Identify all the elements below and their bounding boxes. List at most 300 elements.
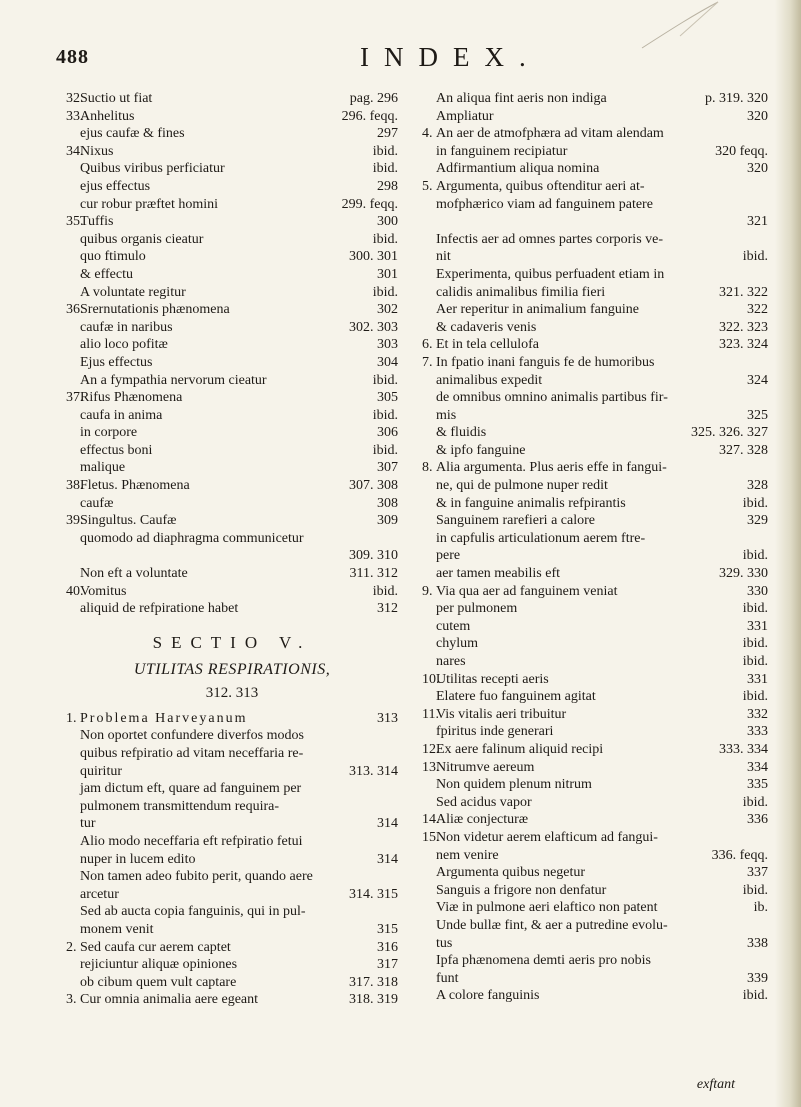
entry-page-ref: 330 — [747, 583, 768, 599]
entry-text: & cadaveris venis — [436, 319, 537, 335]
entry-number: 7. — [422, 354, 433, 370]
entry-text: quomodo ad diaphragma communicetur — [80, 530, 304, 546]
entry-text: chylum — [436, 636, 478, 652]
entry-page-ref: ibid. — [372, 372, 398, 388]
entry-text: nuper in lucem edito — [80, 851, 196, 867]
entry-text: Aer reperitur in animalium fanguine — [436, 302, 639, 318]
entry-number: 1. — [66, 710, 77, 726]
index-entry — [422, 811, 768, 829]
entry-text: malique — [80, 460, 126, 476]
entry-page-ref: 315 — [377, 921, 398, 937]
entry-text: Unde bullæ fint, & aer a putredine evolu- — [436, 917, 668, 933]
entry-text: animalibus expedit — [436, 372, 543, 388]
index-entry — [422, 178, 768, 196]
index-entry — [66, 763, 398, 781]
entry-text: & ipfo fanguine — [436, 442, 526, 458]
index-entry — [66, 886, 398, 904]
index-entry — [66, 530, 398, 548]
entry-text: An a fympathia nervorum cieatur — [80, 372, 267, 388]
entry-page-ref: ibid. — [372, 284, 398, 300]
entry-number: 10. — [422, 671, 440, 687]
index-entry — [422, 530, 768, 548]
entry-text: arcetur — [80, 886, 119, 902]
entry-text: cutem — [436, 618, 471, 634]
entry-page-ref: 296. feqq. — [341, 108, 398, 124]
index-entry — [66, 354, 398, 372]
index-entry — [66, 956, 398, 974]
entry-text: Et in tela cellulofa — [436, 337, 540, 353]
entry-number: 8. — [422, 460, 433, 476]
index-entry — [66, 600, 398, 618]
index-entry — [422, 336, 768, 354]
index-entry — [422, 354, 768, 372]
entry-text: Argumenta quibus negetur — [436, 865, 586, 881]
entry-text: Ampliatur — [436, 108, 494, 124]
entry-text: Non eft a voluntate — [80, 566, 188, 582]
section-pages: 312. 313 — [205, 684, 259, 701]
entry-page-ref: 328 — [747, 478, 768, 494]
entry-text: nares — [436, 654, 466, 669]
entry-text: In fpatio inani fanguis fe de humoribus — [436, 354, 655, 370]
entry-number: 37. — [66, 390, 84, 406]
entry-text: quiritur — [80, 763, 122, 779]
page-edge-shadow — [775, 0, 801, 1107]
entry-text: Viæ in pulmone aeri elaftico non patent — [436, 900, 658, 916]
index-entry — [422, 495, 768, 513]
entry-page-ref: pag. 296 — [349, 91, 398, 106]
entry-page-ref: 316 — [377, 939, 398, 955]
entry-number: 15. — [422, 829, 440, 845]
entry-page-ref: 335 — [747, 777, 768, 793]
entry-number: 40. — [66, 583, 84, 599]
index-entry — [66, 477, 398, 495]
index-entry — [422, 231, 768, 249]
index-entry — [422, 248, 768, 266]
section-heading: SECTIO V. — [152, 632, 312, 652]
entry-page-ref: 323. 324 — [719, 337, 768, 353]
entry-text: Ex aere falinum aliquid recipi — [436, 741, 604, 757]
entry-text: pulmonem transmittendum requira- — [80, 798, 280, 814]
entry-page-ref: 313. 314 — [349, 763, 398, 779]
entry-text: Ejus effectus — [80, 354, 153, 370]
entry-page-ref: 333 — [747, 724, 768, 740]
entry-page-ref: 299. feqq. — [341, 196, 398, 212]
index-entry — [422, 108, 768, 126]
entry-page-ref: 322 — [747, 302, 768, 318]
index-entry — [422, 917, 768, 935]
index-entry — [422, 952, 768, 970]
index-entry — [422, 970, 768, 988]
index-entry — [422, 776, 768, 794]
entry-number: 32. — [66, 91, 84, 106]
index-entry — [422, 706, 768, 724]
entry-text: per pulmonem — [436, 601, 518, 617]
entry-page-ref: 329 — [747, 513, 768, 529]
index-entry — [422, 512, 768, 530]
entry-text: Non videtur aerem elafticum ad fangui- — [436, 829, 658, 845]
entry-text: aliquid de refpiratione habet — [80, 601, 239, 617]
index-entry — [66, 903, 398, 921]
entry-page-ref: 320 feqq. — [715, 143, 768, 159]
index-entry — [422, 864, 768, 882]
entry-page-ref: 327. 328 — [719, 442, 768, 458]
entry-text: Aliæ conjecturæ — [436, 812, 529, 828]
entry-number: 9. — [422, 583, 433, 599]
entry-page-ref: 325 — [747, 407, 768, 423]
entry-page-ref: 314 — [377, 851, 398, 867]
index-entry — [66, 90, 398, 108]
index-entry — [422, 160, 768, 178]
entry-text: Anhelitus — [80, 108, 135, 124]
entry-page-ref: 337 — [747, 865, 768, 881]
index-entry — [422, 723, 768, 741]
index-entry — [66, 125, 398, 143]
index-entry — [66, 336, 398, 354]
entry-text: tur — [80, 816, 96, 832]
running-head: INDEX. — [360, 42, 541, 72]
index-entry — [66, 231, 398, 249]
entry-text: quibus refpiratio ad vitam neceffaria re- — [80, 746, 304, 761]
entry-text: caufæ in naribus — [80, 319, 173, 335]
index-entry — [422, 618, 768, 636]
entry-number: 6. — [422, 337, 433, 353]
index-entry — [66, 974, 398, 992]
entry-number: 3. — [66, 992, 77, 1008]
entry-text: Alio modo neceffaria eft refpiratio fetui — [80, 833, 303, 849]
entry-text: in fanguinem recipiatur — [436, 143, 568, 159]
entry-text: Sed ab aucta copia fanguinis, qui in pul- — [80, 904, 306, 920]
entry-text: caufæ — [80, 495, 114, 511]
index-entry — [422, 688, 768, 706]
entry-number: 39. — [66, 513, 84, 529]
index-entry — [66, 372, 398, 390]
entry-page-ref: 301 — [377, 266, 398, 282]
entry-text: Adfirmantium aliqua nomina — [436, 161, 600, 177]
index-entry — [66, 301, 398, 319]
entry-page-ref: ib. — [753, 900, 768, 916]
entry-number: 2. — [66, 939, 77, 955]
entry-text: de omnibus omnino animalis partibus fir- — [436, 390, 668, 406]
entry-page-ref: ibid. — [372, 161, 398, 177]
entry-page-ref: 317 — [377, 957, 398, 973]
entry-text: rejiciuntur aliquæ opiniones — [80, 957, 238, 973]
entry-number: 5. — [422, 178, 433, 194]
entry-page-ref: 309. 310 — [349, 548, 398, 564]
index-entry — [66, 407, 398, 425]
entry-page-ref: 307. 308 — [349, 478, 398, 494]
index-entry — [422, 143, 768, 161]
index-entry — [66, 547, 398, 565]
index-entry — [66, 851, 398, 869]
index-entry — [66, 780, 398, 798]
entry-page-ref: 331 — [747, 671, 768, 687]
index-entry — [422, 442, 768, 460]
entry-page-ref: ibid. — [372, 442, 398, 458]
index-entry — [66, 108, 398, 126]
entry-text: ejus effectus — [80, 178, 151, 194]
index-entry — [66, 495, 398, 513]
index-entry — [66, 284, 398, 302]
index-entry — [422, 213, 768, 231]
entry-page-ref: 336. feqq. — [711, 847, 768, 863]
index-entry — [66, 213, 398, 231]
page-number: 488 — [56, 46, 89, 68]
entry-number: 14. — [422, 812, 440, 828]
index-entry — [422, 459, 768, 477]
entry-text: Utilitas recepti aeris — [436, 671, 549, 687]
entry-text: nit — [436, 249, 451, 265]
entry-page-ref: 311. 312 — [349, 566, 398, 582]
index-entry — [422, 125, 768, 143]
entry-page-ref: 318. 319 — [349, 992, 398, 1008]
entry-page-ref: 305 — [377, 390, 398, 406]
entry-text: ne, qui de pulmone nuper redit — [436, 478, 608, 494]
entry-page-ref: 313 — [377, 710, 398, 726]
entry-text: Singultus. Caufæ — [80, 513, 177, 529]
index-entry — [66, 939, 398, 957]
entry-page-ref: ibid. — [742, 654, 768, 669]
entry-text: mis — [436, 407, 457, 423]
index-entry — [66, 178, 398, 196]
entry-text: alio loco pofitæ — [80, 337, 168, 353]
entry-text: Vomitus — [80, 583, 127, 599]
entry-text: in corpore — [80, 425, 138, 441]
entry-page-ref: 338 — [747, 935, 768, 951]
entry-text: Alia argumenta. Plus aeris effe in fangui- — [436, 460, 667, 476]
entry-page-ref: p. 319. 320 — [705, 91, 768, 106]
index-entry — [422, 547, 768, 565]
index-left-column — [66, 90, 398, 1009]
index-entry — [422, 90, 768, 108]
entry-text: A colore fanguinis — [436, 988, 540, 1004]
entry-text: Non oportet confundere diverfos modos — [80, 728, 304, 744]
entry-page-ref: 333. 334 — [719, 741, 768, 757]
index-entry — [422, 477, 768, 495]
index-entry — [66, 868, 398, 886]
entry-page-ref: ibid. — [742, 689, 768, 705]
entry-text: quibus organis cieatur — [80, 231, 204, 247]
entry-page-ref: 322. 323 — [719, 319, 768, 335]
entry-page-ref: 325. 326. 327 — [691, 425, 768, 441]
entry-page-ref: ibid. — [742, 495, 768, 511]
index-entry — [66, 745, 398, 763]
entry-page-ref: 298 — [377, 178, 398, 194]
entry-page-ref: ibid. — [742, 794, 768, 810]
catchword: exftant — [696, 1077, 735, 1092]
entry-text: Sed acidus vapor — [436, 794, 532, 810]
index-entry — [422, 635, 768, 653]
entry-page-ref: 314 — [377, 816, 398, 832]
entry-page-ref: 320 — [747, 161, 768, 177]
entry-page-ref: 314. 315 — [349, 886, 398, 902]
entry-text: tus — [436, 935, 453, 951]
entry-text: Via qua aer ad fanguinem veniat — [436, 583, 618, 599]
entry-page-ref: 321. 322 — [719, 284, 768, 300]
entry-page-ref: 331 — [747, 618, 768, 634]
entry-text: & effectu — [80, 266, 133, 282]
index-entry — [66, 565, 398, 583]
index-entry — [422, 301, 768, 319]
index-entry — [422, 759, 768, 777]
entry-text: aer tamen meabilis eft — [436, 566, 560, 582]
index-entry — [66, 319, 398, 337]
entry-number: 33. — [66, 108, 84, 124]
entry-page-ref: ibid. — [742, 988, 768, 1004]
entry-page-ref: ibid. — [742, 882, 768, 898]
entry-page-ref: 308 — [377, 495, 398, 511]
entry-text: Sed caufa cur aerem captet — [80, 939, 231, 955]
entry-page-ref: 302. 303 — [349, 319, 398, 335]
entry-page-ref: 317. 318 — [349, 974, 398, 990]
index-entry — [66, 196, 398, 214]
index-entry — [66, 991, 398, 1009]
index-entry — [66, 833, 398, 851]
index-entry — [422, 741, 768, 759]
entry-page-ref: 306 — [377, 425, 398, 441]
entry-page-ref: 297 — [377, 126, 398, 142]
entry-text: Infectis aer ad omnes partes corporis ve- — [436, 231, 664, 247]
index-entry — [66, 143, 398, 161]
index-entry — [422, 266, 768, 284]
index-entry — [422, 671, 768, 689]
entry-text: Fletus. Phænomena — [80, 478, 190, 494]
entry-text: fpiritus inde generari — [436, 724, 554, 740]
index-entry — [422, 882, 768, 900]
entry-text: Experimenta, quibus perfuadent etiam in — [436, 266, 665, 282]
entry-text: caufa in anima — [80, 407, 163, 423]
entry-number: 36. — [66, 302, 84, 318]
page-header — [0, 26, 801, 72]
index-entry — [422, 794, 768, 812]
index-entry — [422, 600, 768, 618]
entry-page-ref: ibid. — [742, 636, 768, 652]
index-entry — [66, 248, 398, 266]
entry-text: Cur omnia animalia aere egeant — [80, 992, 259, 1008]
entry-text: Nitrumve aereum — [436, 759, 535, 775]
index-entry — [66, 424, 398, 442]
entry-text: monem venit — [80, 921, 154, 937]
entry-text: calidis animalibus fimilia fieri — [436, 284, 606, 300]
entry-text: jam dictum eft, quare ad fanguinem per — [80, 781, 302, 797]
index-entry — [66, 727, 398, 745]
index-entry — [422, 935, 768, 953]
entry-page-ref: ibid. — [742, 601, 768, 617]
section-title: UTILITAS RESPIRATIONIS, — [133, 660, 331, 678]
entry-page-ref: ibid. — [372, 231, 398, 247]
entry-page-ref: 324 — [747, 372, 768, 388]
index-entry — [422, 565, 768, 583]
index-entry — [422, 407, 768, 425]
index-entry — [66, 266, 398, 284]
entry-text: Argumenta, quibus oftenditur aeri at- — [436, 178, 645, 194]
index-entry — [66, 459, 398, 477]
entry-number: 35. — [66, 214, 84, 230]
entry-text: mofphærico viam ad fanguinem patere — [436, 196, 653, 212]
entry-text: Ipfa phænomena demti aeris pro nobis — [436, 953, 652, 969]
index-entry — [422, 847, 768, 865]
index-entry — [422, 987, 768, 1005]
entry-text: Tuffis — [80, 214, 114, 230]
entry-page-ref: 300 — [377, 214, 398, 230]
entry-number: 13. — [422, 759, 440, 775]
entry-text: & fluidis — [436, 425, 487, 441]
entry-page-ref: 309 — [377, 513, 398, 529]
entry-text: effectus boni — [80, 442, 153, 458]
entry-text: Srernutationis phænomena — [80, 302, 230, 318]
entry-page-ref: ibid. — [742, 249, 768, 265]
entry-page-ref: 302 — [377, 302, 398, 318]
index-entry — [422, 653, 768, 671]
entry-text: Sanguis a frigore non denfatur — [436, 882, 607, 898]
entry-page-ref: 336 — [747, 812, 768, 828]
entry-text: An aliqua fint aeris non indiga — [436, 91, 607, 106]
entry-text: Nixus — [80, 143, 114, 159]
entry-text: ejus caufæ & fines — [80, 126, 185, 142]
index-entry — [66, 815, 398, 833]
entry-page-ref: 321 — [747, 214, 768, 230]
entry-page-ref: 332 — [747, 706, 768, 722]
entry-number: 34. — [66, 143, 84, 159]
index-entry — [66, 160, 398, 178]
index-entry — [66, 583, 398, 601]
index-entry — [66, 798, 398, 816]
entry-text: Non quidem plenum nitrum — [436, 777, 592, 793]
entry-number: 4. — [422, 126, 433, 142]
entry-page-ref: 300. 301 — [349, 249, 398, 265]
index-entry — [66, 442, 398, 460]
entry-text: Sanguinem rarefieri a calore — [436, 513, 595, 529]
entry-text: funt — [436, 970, 459, 986]
entry-text: nem venire — [436, 847, 499, 863]
entry-number: 38. — [66, 478, 84, 494]
entry-text: ob cibum quem vult captare — [80, 974, 237, 990]
entry-text: in capfulis articulationum aerem ftre- — [436, 530, 646, 546]
entry-text: Elatere fuo fanguinem agitat — [436, 689, 596, 705]
entry-page-ref: 334 — [747, 759, 768, 775]
entry-number: 11. — [422, 706, 439, 722]
index-entry — [422, 899, 768, 917]
entry-page-ref: 303 — [377, 337, 398, 353]
index-entry — [422, 583, 768, 601]
entry-text: quo ftimulo — [80, 249, 146, 265]
entry-page-ref: 307 — [377, 460, 398, 476]
index-entry — [66, 710, 398, 728]
entry-page-ref: ibid. — [372, 143, 398, 159]
index-right-column — [422, 90, 768, 1005]
entry-page-ref: ibid. — [742, 548, 768, 564]
entry-text: An aer de atmofphæra ad vitam alendam — [436, 126, 664, 142]
entry-number: 12. — [422, 741, 440, 757]
index-entry — [66, 389, 398, 407]
index-entry — [422, 319, 768, 337]
entry-page-ref: 339 — [747, 970, 768, 986]
entry-page-ref: 320 — [747, 108, 768, 124]
entry-page-ref: ibid. — [372, 583, 398, 599]
entry-text: Suctio ut fiat — [80, 91, 153, 106]
index-entry — [422, 196, 768, 214]
entry-text: Non tamen adeo fubito perit, quando aere — [80, 869, 313, 885]
entry-page-ref: 329. 330 — [719, 566, 768, 582]
entry-text: cur robur præftet homini — [80, 196, 219, 212]
entry-page-ref: 304 — [377, 354, 398, 370]
entry-text: Rifus Phænomena — [80, 390, 183, 406]
entry-text: Problema Harveyanum — [80, 710, 248, 726]
index-entry — [422, 829, 768, 847]
index-entry — [422, 372, 768, 390]
index-entry — [422, 389, 768, 407]
entry-page-ref: ibid. — [372, 407, 398, 423]
entry-text: Vis vitalis aeri tribuitur — [436, 706, 567, 722]
